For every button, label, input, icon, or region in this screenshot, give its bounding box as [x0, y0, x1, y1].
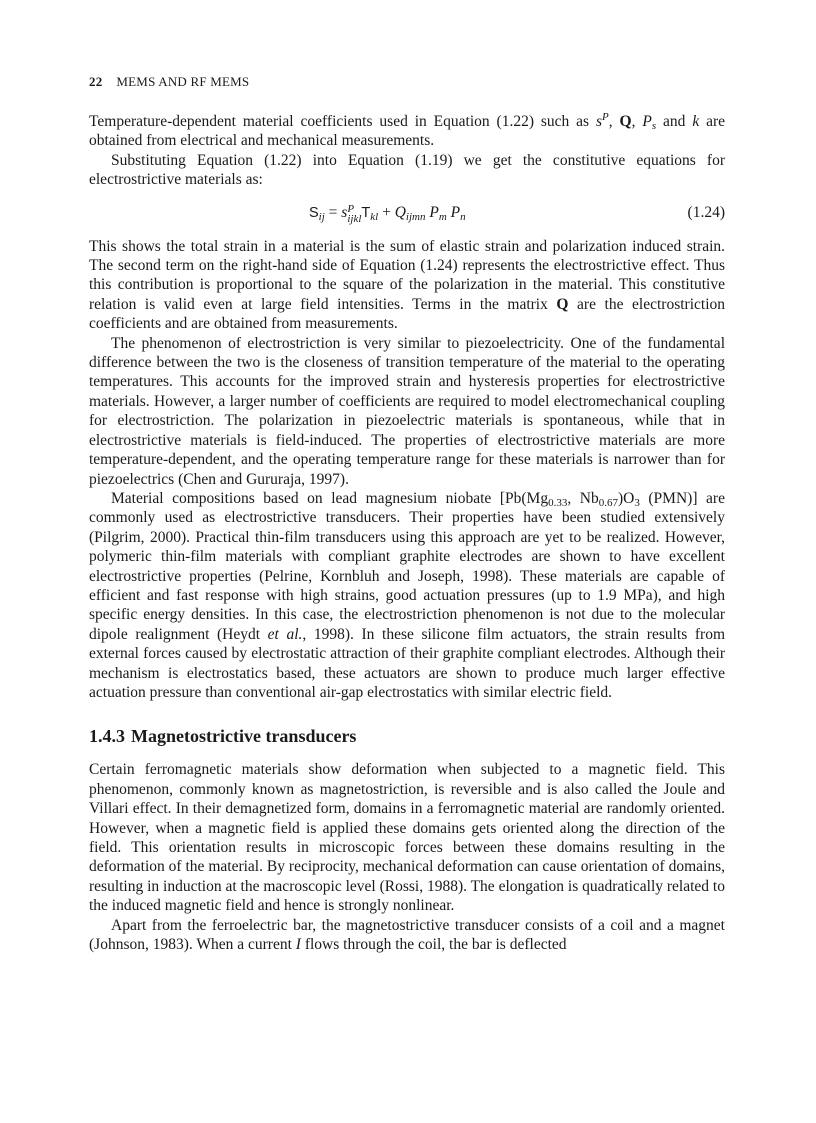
- symbol-q: Q: [619, 113, 632, 130]
- text-run: )O: [617, 489, 635, 507]
- text-run: flows through the coil, the bar is deflected: [300, 936, 567, 954]
- text-run: Temperature-dependent material coefficients used in Equation (1.22) such as: [89, 113, 596, 130]
- section-number: 1.4.3: [89, 726, 125, 747]
- symbol-s-superscript: P: [602, 110, 609, 123]
- text-run: are the electrostriction coefficients and are obtained from measurements.: [89, 295, 725, 333]
- eq-p-symbol: P: [429, 203, 439, 221]
- running-title: MEMS AND RF MEMS: [116, 74, 250, 89]
- section-title: Magnetostrictive transducers: [131, 726, 357, 747]
- eq-strain-symbol: S: [309, 204, 319, 221]
- equation-number: (1.24): [687, 203, 725, 221]
- text-run: (PMN)] are commonly used as electrostrictive transducers. Their properties have been studied extensively (Pilgrim, 2000). Practical thin-film transducers using this approach are yet to be realized. However, polymeric thin-film materials with compliant graphite electrodes are shown to have excellent electrostrictive properties (Pelrine, Kornbluh and Joseph, 1998). These materials are capable of efficient and fast response with high strains, good actuation pressures (up to 1.9 MPa), and high specific energy densities. In this case, the electrostriction phenomenon is not due to the molecular dipole realignment (Heydt: [89, 489, 725, 643]
- paragraph-magnetostriction: Certain ferromagnetic materials show deformation when subjected to a magnetic field. This phenomenon, commonly known as magnetostriction, is reversible and is also called the Joule and Villari effect. In their demagnetized form, domains in a ferromagnetic material are randomly oriented. However, when a magnetic field is applied these domains gets oriented along the direction of the field. This orientation results in microscopic forces between these domains resulting in the deformation of the material. By reciprocity, mechanical deformation can cause orientation of domains, resulting in induction at the macroscopic level (Rossi, 1988). The elongation is quadratically related to the induced magnetic field and hence is strongly nonlinear.: [89, 761, 725, 915]
- paragraph-pmn: [89, 489, 725, 702]
- symbol-p-subscript: s: [651, 120, 657, 132]
- eq-plus: +: [378, 203, 395, 221]
- eq-supsub: [347, 204, 361, 224]
- eq-subscript: kl: [370, 210, 379, 223]
- eq-equals: =: [324, 203, 342, 221]
- paragraph-total-strain: [89, 237, 725, 334]
- paragraph-transducer: [89, 916, 725, 955]
- text-run: , Nb: [567, 489, 599, 507]
- eq-subscript: ij: [318, 210, 325, 223]
- et-al: et al.: [267, 625, 303, 643]
- paragraph-phenomenon: The phenomenon of electrostriction is very similar to piezoelectricity. One of the fundamental difference between the two is the closeness of transition temperature of the material to the operating temperatures. This accounts for the improved strain and hysteresis properties for electrostrictive materials. However, a larger number of coefficients are required to model electromechanical coupling for electrostriction. The polarization in piezoelectric materials is spontaneous, while that in electrostrictive materials is field-induced. The properties of electrostrictive materials are more temperature-dependent, and the operating temperature range for these materials is narrower than for piezoelectrics (Chen and Gururaja, 1997).: [89, 334, 725, 488]
- text-run: , 1998). In these silicone film actuators, the strain results from external forces caused by electrostatic attraction of their graphite compliant electrodes. Although their mechanism is electrostatics based, these actuators are shown to produce much larger effective actuation pressure than conventional air-gap electrostatics with similar electric field.: [89, 625, 725, 701]
- section-heading-1-4-3: [89, 724, 725, 748]
- symbol-q: Q: [556, 295, 569, 313]
- equation-expression: [309, 198, 466, 232]
- eq-p-symbol: P: [450, 203, 461, 221]
- running-head: [89, 72, 725, 92]
- eq-subscript: ijmn: [405, 210, 426, 223]
- subscript: 3: [634, 496, 640, 509]
- eq-subscript: n: [460, 210, 466, 223]
- text-run: and: [656, 113, 693, 130]
- text-run: This shows the total strain in a material is the sum of elastic strain and polarization induced strain. The second term on the right-hand side of Equation (1.24) represents the electrostrictive effect. Thus this contribution is proportional to the square of the polarization in the material. This constitutive relation is valid even at large field intensities. Terms in the matrix: [89, 237, 725, 313]
- eq-q-symbol: Q: [394, 203, 406, 221]
- text-run: ,: [631, 113, 643, 130]
- eq-subscript: m: [438, 210, 447, 223]
- eq-subscript: ijkl: [347, 212, 362, 225]
- page: [89, 72, 725, 954]
- symbol-s: s: [595, 113, 603, 130]
- page-number: 22: [89, 74, 103, 89]
- text-run: are obtained from electrical and mechanical measurements.: [89, 113, 726, 150]
- eq-compliance-symbol: s: [341, 203, 348, 221]
- eq-stress-symbol: T: [361, 204, 371, 221]
- symbol-k: k: [692, 113, 700, 130]
- subscript: 0.67: [598, 496, 618, 509]
- symbol-p: P: [642, 113, 652, 130]
- text-run: Apart from the ferroelectric bar, the magnetostrictive transducer consists of a coil and a magnet (Johnson, 1983). When a current: [89, 916, 725, 954]
- text-run: Material compositions based on lead magnesium niobate [Pb(Mg: [111, 489, 549, 507]
- subscript: 0.33: [548, 496, 568, 509]
- eq-superscript: P: [347, 202, 355, 215]
- text-run: ,: [608, 113, 620, 130]
- equation-1-24: [89, 198, 725, 228]
- paragraph-substituting: Substituting Equation (1.22) into Equation (1.19) we get the constitutive equations for electrostrictive materials as:: [89, 151, 725, 189]
- symbol-current: I: [295, 936, 301, 954]
- paragraph-coefficients: [89, 112, 725, 151]
